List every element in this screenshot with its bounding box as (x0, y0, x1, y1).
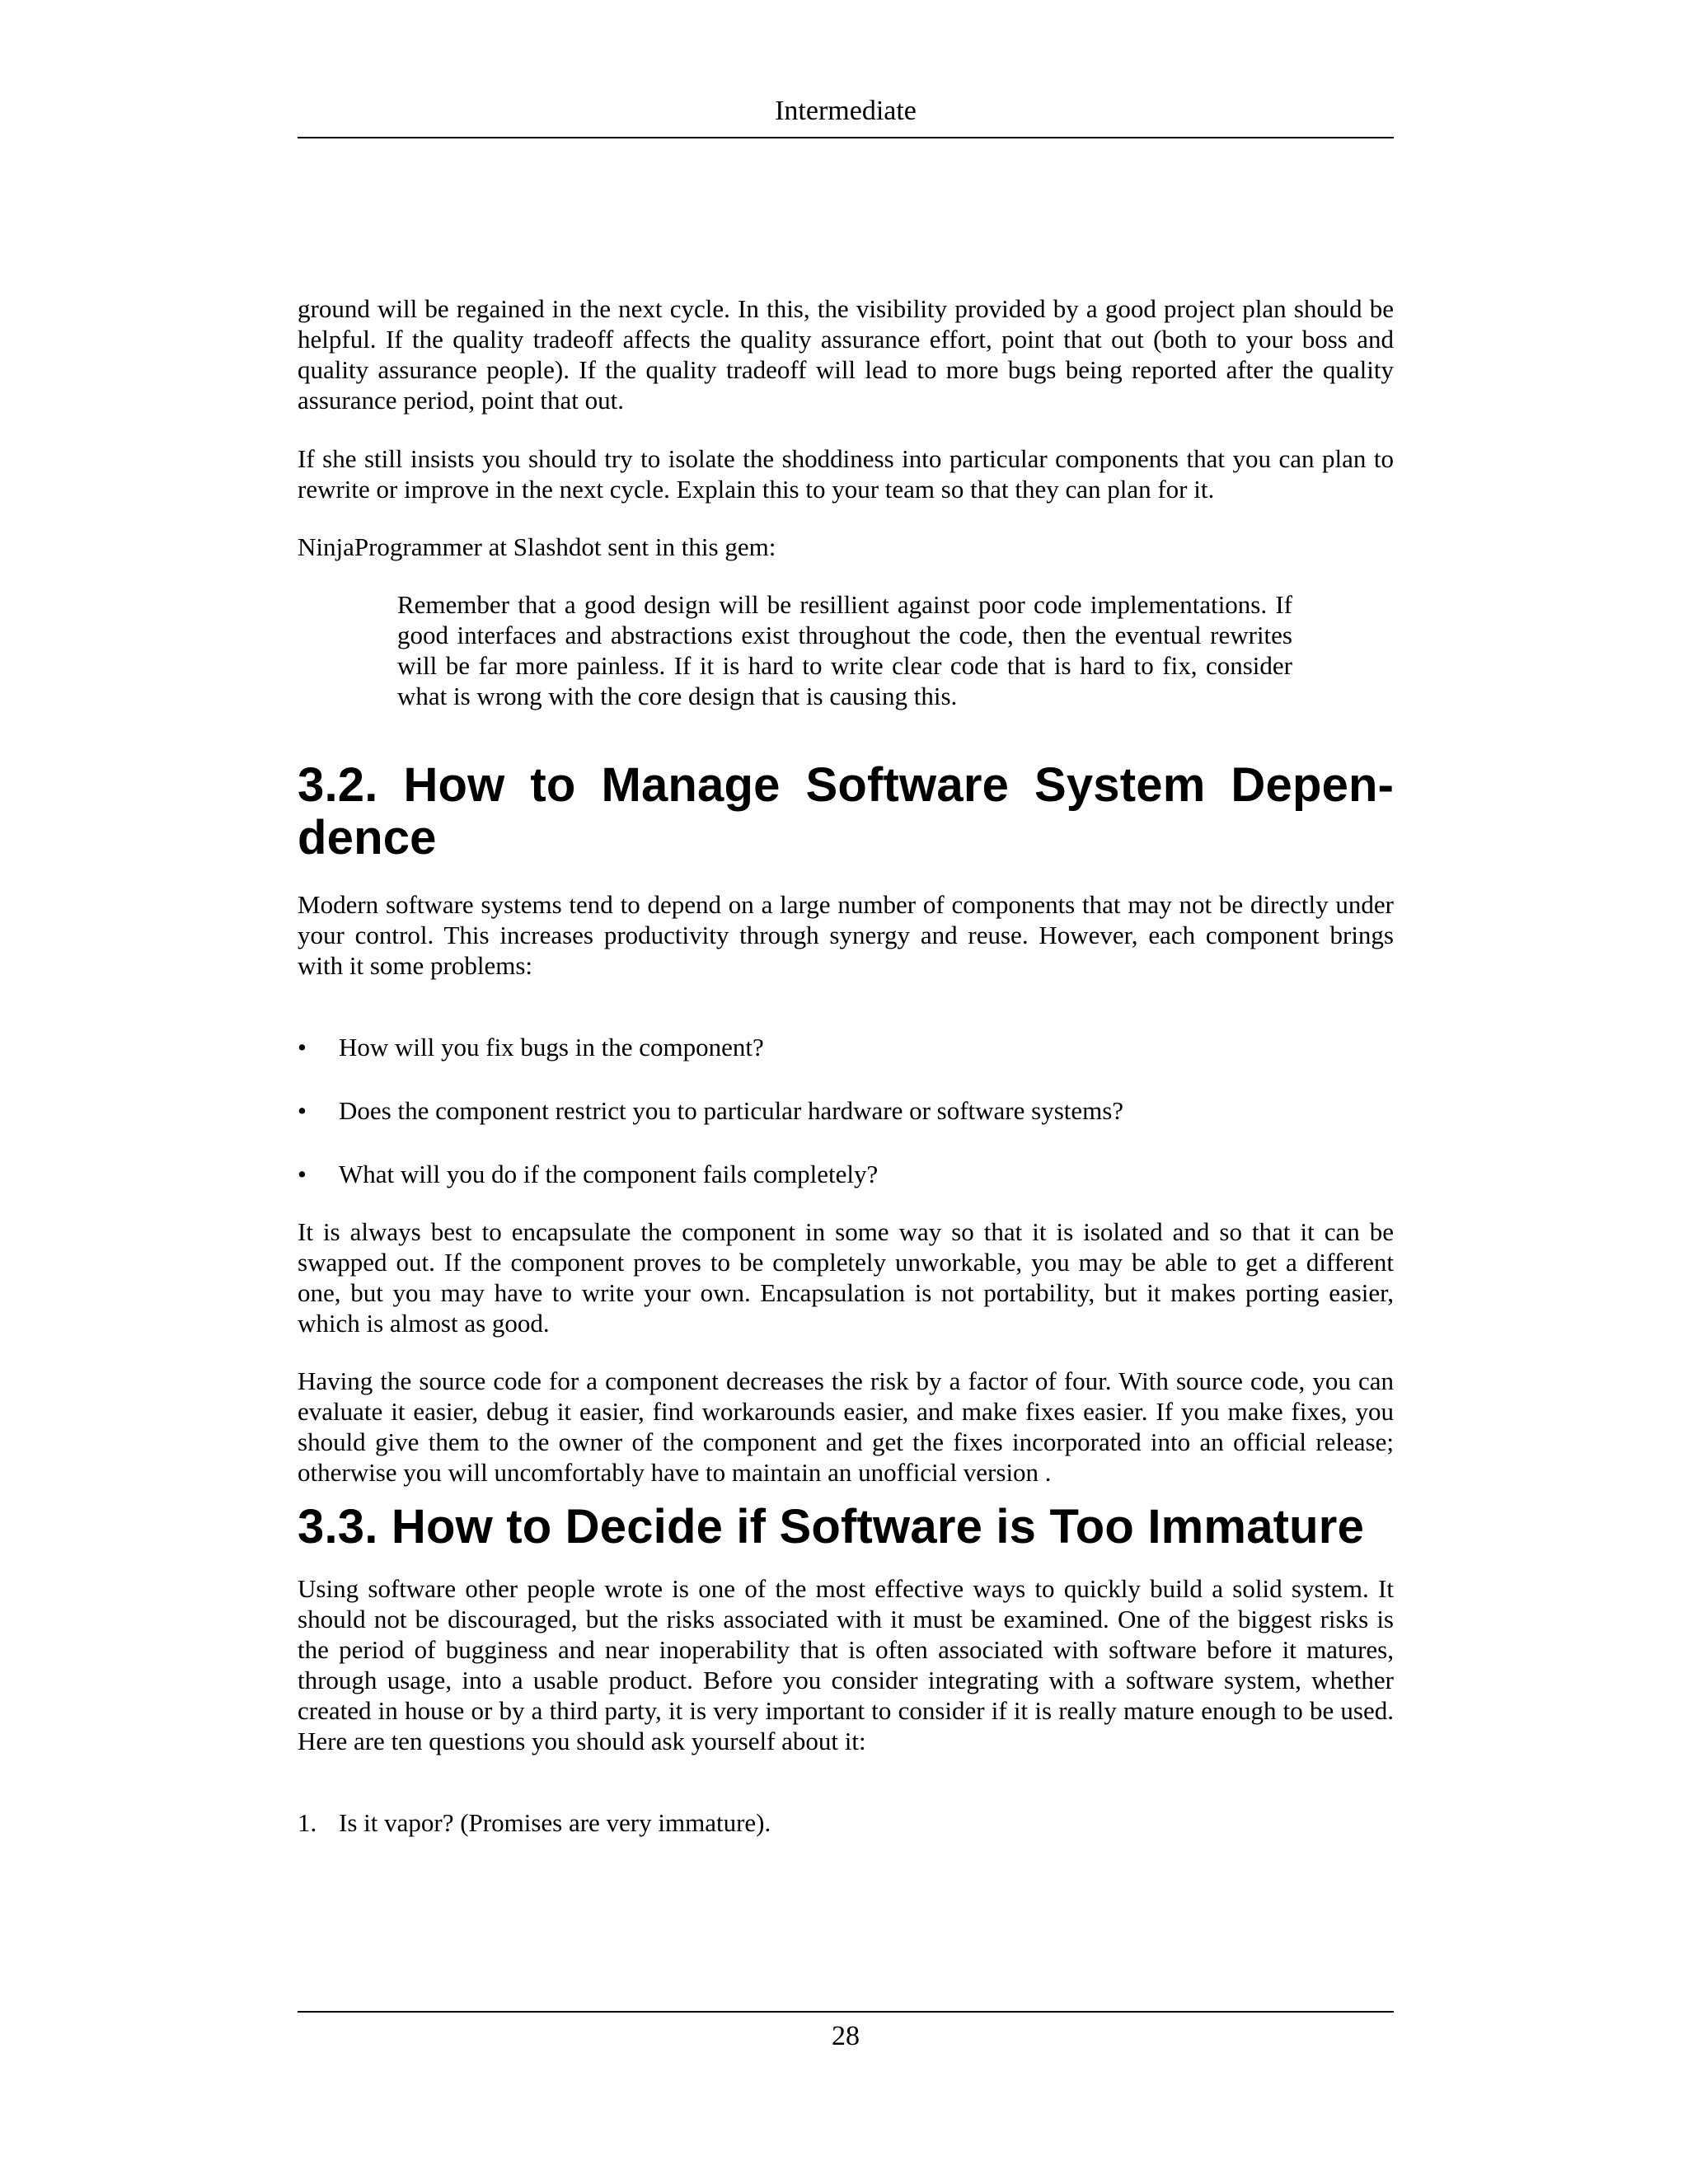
paragraph-immature-intro: Using software other people wrote is one of the most effective ways to quickly build a solid system. It should not be discouraged, but the risks associated with it must be examined. One of the biggest risks is the period of bugginess and near inoperability that is often associated with software before it matures, through usage, into a usable product. Before you consider integrating with a software system, whether created in house or by a third party, it is very important to consider if it is really mature enough to be used. Here are ten questions you should ask yourself about it: (298, 1574, 1394, 1755)
section-heading-3-3: 3.3. How to Decide if Software is Too Immature (298, 1500, 1365, 1554)
bullet-marker: • (298, 1033, 307, 1062)
paragraph-source-code: Having the source code for a component decreases the risk by a factor of four. With source code, you can evaluate it easier, debug it easier, find workarounds easier, and make fixes easier. If you make fixes, you should give them to the owner of the component and get the fixes incorporated into an official release; otherwise you will uncomfortably have to maintain an unofficial version . (298, 1366, 1394, 1487)
list-item (298, 1159, 1394, 1189)
section-heading-3-2: 3.2. How to Manage Software System Dependence (298, 758, 1394, 865)
page-number: 28 (832, 2021, 860, 2051)
bullet-list-component-problems (298, 1032, 1394, 1189)
paragraph-isolate-shoddiness: If she still insists you should try to isolate the shoddiness into particular components that you can plan to rewrite or improve in the next cycle. Explain this to your team so that they can plan for it. (298, 444, 1394, 504)
numbered-list-maturity-questions (298, 1807, 1394, 1838)
list-item (298, 1032, 1394, 1062)
list-number: 1. (298, 1808, 317, 1837)
paragraph-dependence-intro: Modern software systems tend to depend on a large number of components that may not be directly under your control. This increases productivity through synergy and reuse. However, each component brings with it some problems: (298, 890, 1394, 980)
footer-rule (298, 2011, 1394, 2013)
list-item-text: Does the component restrict you to particular hardware or software systems? (339, 1096, 1124, 1125)
running-header: Intermediate (775, 96, 917, 126)
blockquote-good-design: Remember that a good design will be resillient against poor code implementations. If good interfaces and abstractions exist throughout the code, then the eventual rewrites will be far more painless. If it is hard to write clear code that is hard to fix, consider what is wrong with the core design that is causing this. (397, 590, 1292, 710)
list-item (298, 1807, 1394, 1838)
paragraph-quality-tradeoff: ground will be regained in the next cycle. In this, the visibility provided by a good project plan should be helpful. If the quality tradeoff affects the quality assurance effort, point that out (both to your boss and quality assurance people). If the quality tradeoff will lead to more bugs being reported after the quality assurance period, point that out. (298, 294, 1394, 415)
page (298, 0, 1394, 2184)
paragraph-ninjaprogrammer: NinjaProgrammer at Slashdot sent in this gem: (298, 532, 776, 561)
header-rule (298, 137, 1394, 138)
list-item (298, 1095, 1394, 1126)
paragraph-encapsulation: It is always best to encapsulate the component in some way so that it is isolated and so that it can be swapped out. If the component proves to be completely unworkable, you may be able to get a different one, but you may have to write your own. Encapsulation is not portability, but it makes porting easier, which is almost as good. (298, 1217, 1394, 1338)
bullet-marker: • (298, 1160, 307, 1188)
list-item-text: What will you do if the component fails completely? (339, 1160, 879, 1188)
page-content (298, 293, 1394, 1838)
list-item-text: How will you fix bugs in the component? (339, 1033, 764, 1062)
bullet-marker: • (298, 1096, 307, 1125)
list-item-text: Is it vapor? (Promises are very immature). (339, 1808, 771, 1837)
